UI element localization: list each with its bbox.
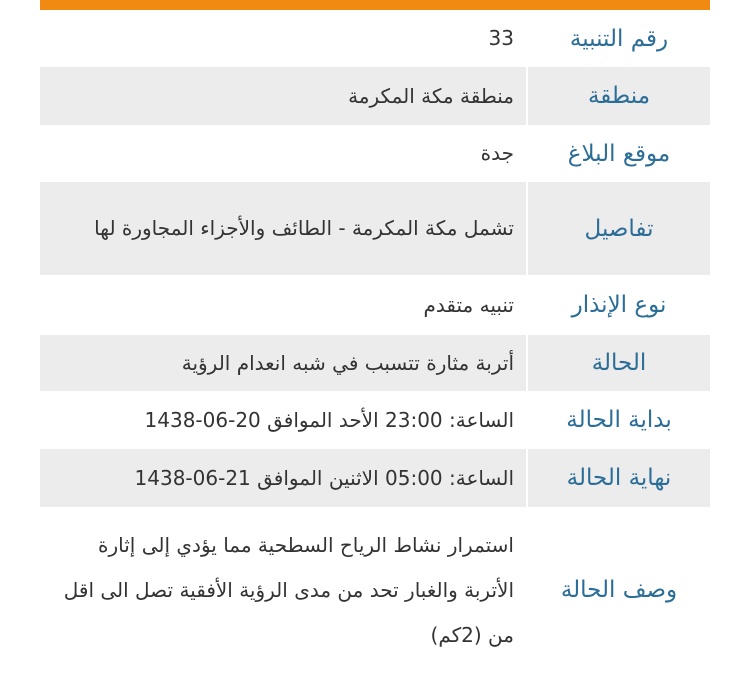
label-condition: الحالة: [527, 335, 710, 391]
table-row-end-time: [40, 449, 710, 507]
table-row-region: [40, 67, 710, 125]
alert-details-table: [40, 10, 710, 673]
value-condition: أتربة مثارة تتسبب في شبه انعدام الرؤية: [40, 335, 527, 391]
label-alert-number: رقم التنبية: [527, 10, 710, 67]
table-row-start-time: [40, 391, 710, 449]
label-report-location: موقع البلاغ: [527, 125, 710, 182]
table-row-condition: [40, 335, 710, 391]
table-row-report-location: [40, 125, 710, 182]
value-description: استمرار نشاط الرياح السطحية مما يؤدي إلى إثارة الأتربة والغبار تحد من مدى الرؤية الأفقية تصل الى اقل من (2كم): [40, 507, 527, 673]
value-end-time: الساعة: 05:00 الاثنين الموافق 21-06-1438: [40, 449, 527, 507]
value-warning-type: تنبيه متقدم: [40, 275, 527, 335]
value-report-location: جدة: [40, 125, 527, 182]
value-region: منطقة مكة المكرمة: [40, 67, 527, 125]
label-region: منطقة: [527, 67, 710, 125]
value-details: تشمل مكة المكرمة - الطائف والأجزاء المجاورة لها: [40, 182, 527, 275]
label-details: تفاصيل: [527, 182, 710, 275]
value-start-time: الساعة: 23:00 الأحد الموافق 20-06-1438: [40, 391, 527, 449]
table-row-details: [40, 182, 710, 275]
table-row-alert-number: [40, 10, 710, 67]
value-alert-number: 33: [40, 10, 527, 67]
label-warning-type: نوع الإنذار: [527, 275, 710, 335]
label-start-time: بداية الحالة: [527, 391, 710, 449]
table-row-warning-type: [40, 275, 710, 335]
label-description: وصف الحالة: [527, 507, 710, 673]
label-end-time: نهاية الحالة: [527, 449, 710, 507]
accent-top-bar: [40, 0, 710, 10]
table-row-description: [40, 507, 710, 673]
